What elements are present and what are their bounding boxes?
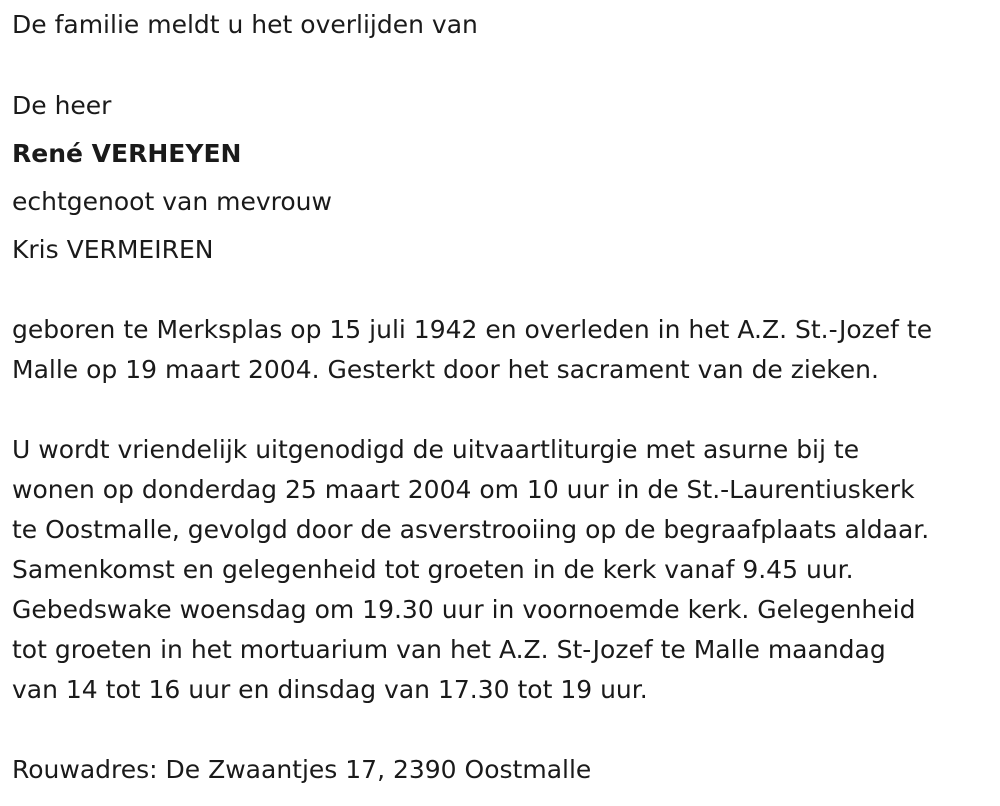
deceased-name: René VERHEYEN (12, 139, 242, 168)
mourning-address: Rouwadres: De Zwaantjes 17, 2390 Oostmalle (12, 755, 592, 784)
paragraph-line: Gebedswake woensdag om 19.30 uur in voornoemde kerk. Gelegenheid (12, 595, 916, 624)
intro-line: De familie meldt u het overlijden van (12, 10, 478, 39)
relation-line: echtgenoot van mevrouw (12, 187, 332, 216)
birth-death-paragraph (12, 310, 992, 390)
death-notice (12, 5, 992, 790)
paragraph-line: van 14 tot 16 uur en dinsdag van 17.30 tot 19 uur. (12, 675, 648, 704)
funeral-service-paragraph (12, 430, 992, 710)
spouse-name: Kris VERMEIREN (12, 235, 214, 264)
paragraph-line: U wordt vriendelijk uitgenodigd de uitvaartliturgie met asurne bij te (12, 435, 860, 464)
paragraph-line: wonen op donderdag 25 maart 2004 om 10 uur in de St.-Laurentiuskerk (12, 475, 915, 504)
paragraph-line: Samenkomst en gelegenheid tot groeten in de kerk vanaf 9.45 uur. (12, 555, 854, 584)
paragraph-line: Malle op 19 maart 2004. Gesterkt door het sacrament van de zieken. (12, 355, 879, 384)
paragraph-line: geboren te Merksplas op 15 juli 1942 en overleden in het A.Z. St.-Jozef te (12, 315, 933, 344)
paragraph-line: te Oostmalle, gevolgd door de asverstrooiing op de begraafplaats aldaar. (12, 515, 930, 544)
honorific-title: De heer (12, 91, 112, 120)
paragraph-line: tot groeten in het mortuarium van het A.Z. St-Jozef te Malle maandag (12, 635, 886, 664)
